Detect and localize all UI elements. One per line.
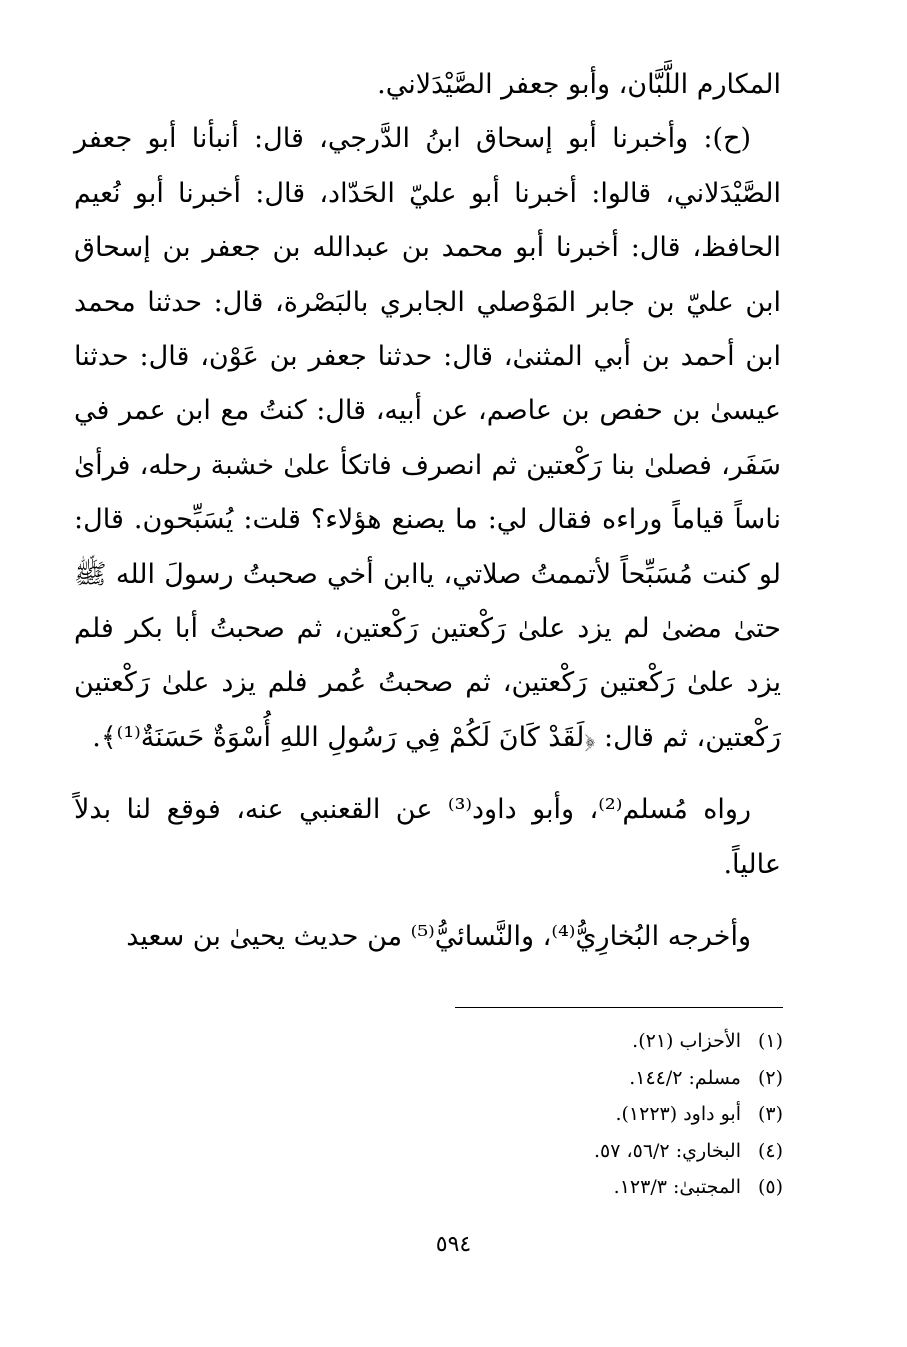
footnote-text: أبو داود (١٢٢٣). <box>615 1103 741 1126</box>
footnote-text: مسلم: ١٤٤/٢. <box>629 1066 741 1089</box>
footnote-2 <box>420 1060 783 1097</box>
footnote-number: (٢) <box>757 1066 783 1089</box>
footnote-number: (٥) <box>757 1176 783 1199</box>
paragraph-takhrij: وأخرجه البُخارِيُّ⁽⁴⁾، والنَّسائيُّ⁽⁵⁾ من حديث يحيىٰ بن سعيد <box>126 921 751 953</box>
main-text <box>74 58 781 965</box>
page-number: ٥٩٤ <box>435 1232 472 1257</box>
footnote-text: المجتبىٰ: ١٢٣/٣. <box>613 1176 741 1199</box>
footnote-text: البخاري: ٥٦/٢، ٥٧. <box>593 1139 741 1162</box>
paragraph-isnad-hadith: (ح): وأخبرنا أبو إسحاق ابنُ الدَّرجي، قال: أنبأنا أبو جعفر الصَّيْدَلاني، قالوا: أخبرنا أبو عليّ الحَدّاد، قال: أخبرنا أبو نُعيم الحافظ، قال: أخبرنا أبو محمد بن عبدالله بن جعفر بن إسحاق ابن عليّ بن جابر المَوْصلي الجابري بالبَصْرة، قال: حدثنا محمد ابن أحمد بن أبي المثنىٰ، قال: حدثنا جعفر بن عَوْن، قال: حدثنا عيسىٰ بن حفص بن عاصم، عن أبيه، قال: كنتُ مع ابن عمر في سَفَر، فصلىٰ بنا رَكْعتين ثم انصرف فاتكأ علىٰ خشبة رحله، فرأىٰ ناساً قياماً وراءه فقال لي: ما يصنع هؤلاء؟ قلت: يُسَبِّحون. قال: لو كنت مُسَبِّحاً لأتممتُ صلاتي، ياابن أخي صحبتُ رسولَ الله ﷺ حتىٰ مضىٰ لم يزد علىٰ رَكْعتين رَكْعتين، ثم صحبتُ أبا بكر فلم يزد علىٰ رَكْعتين رَكْعتين، ثم صحبتُ عُمر فلم يزد علىٰ رَكْعتين رَكْعتين، ثم قال: ﴿لَقَدْ كَانَ لَكُمْ فِي رَسُولِ اللهِ أُسْوَةٌ حَسَنَةٌ⁽¹⁾﴾. <box>74 123 781 753</box>
paragraph-riwaya: رواه مُسلم⁽²⁾، وأبو داود⁽³⁾ عن القعنبي عنه، فوقع لنا بدلاً عالياً. <box>74 794 781 880</box>
footnote-number: (٤) <box>757 1139 783 1162</box>
footnote-5 <box>420 1169 783 1206</box>
footnote-text: الأحزاب (٢١). <box>632 1030 741 1052</box>
footnote-4 <box>420 1133 783 1170</box>
footnote-3 <box>420 1096 783 1133</box>
footnote-divider <box>455 1007 783 1008</box>
footnote-number: (١) <box>757 1030 783 1052</box>
paragraph-continuation: المكارم اللَّبَّان، وأبو جعفر الصَّيْدَلاني. <box>377 69 781 100</box>
footnote-1 <box>420 1023 783 1060</box>
footnote-number: (٣) <box>757 1103 783 1126</box>
footnotes <box>420 1023 783 1206</box>
